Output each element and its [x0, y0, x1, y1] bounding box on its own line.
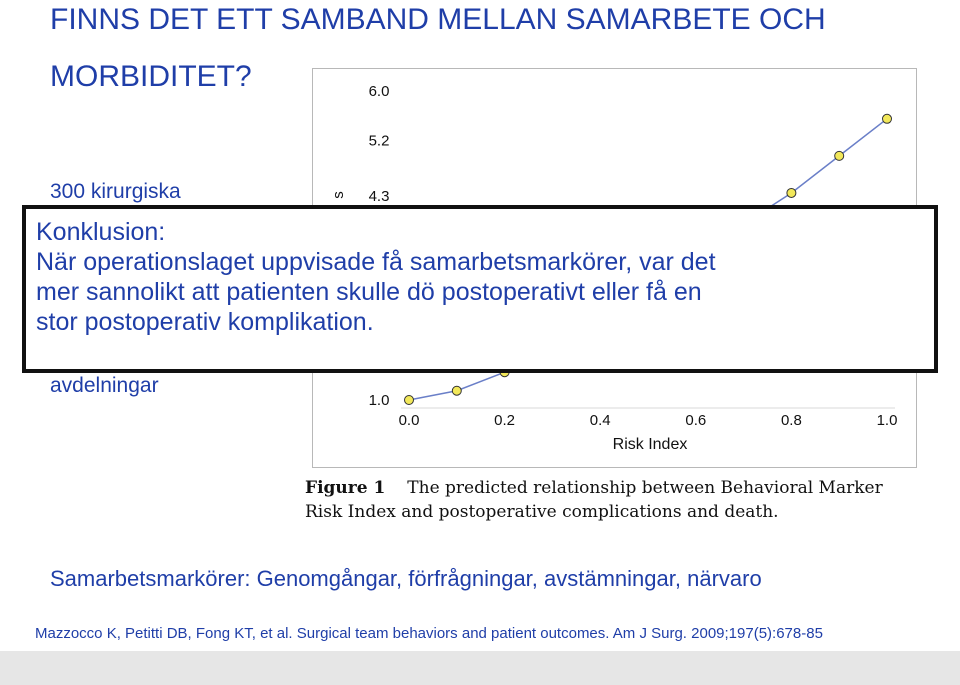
caption-line2: Risk Index and postoperative complications and death. — [305, 502, 779, 522]
caption-line1: The predicted relationship between Behavioral Marker — [407, 478, 883, 498]
x-axis-label: Risk Index — [612, 436, 688, 453]
conclusion-line: mer sannolikt att patienten skulle dö postoperativt eller få en — [36, 278, 702, 306]
x-tick-label: 0.8 — [780, 412, 802, 429]
conclusion-line: När operationslaget uppvisade få samarbetsmarkörer, var det — [36, 248, 716, 276]
bullet-text-bottom: avdelningar — [50, 374, 159, 397]
citation-text: Mazzocco K, Petitti DB, Fong KT, et al. Surgical team behaviors and patient outcomes. Am J Surg. 2009;197(5):678-85 — [35, 625, 823, 642]
footer-bar — [0, 651, 960, 685]
slide-title-line1: FINNS DET ETT SAMBAND MELLAN SAMARBETE OCH — [50, 3, 826, 36]
bullet-text-top: 300 kirurgiska — [50, 180, 181, 203]
x-tick-label: 0.2 — [494, 412, 516, 429]
slide-title-line2: MORBIDITET? — [50, 60, 252, 93]
conclusion-line: Konklusion: — [36, 218, 166, 246]
y-axis-label: s — [330, 191, 347, 199]
y-tick-label: 1.0 — [368, 392, 390, 409]
conclusion-box — [22, 205, 938, 373]
x-tick-label: 0.4 — [589, 412, 611, 429]
data-point — [883, 114, 892, 123]
figure-caption — [305, 476, 883, 524]
y-tick-label: 5.2 — [368, 132, 390, 150]
conclusion-line: stor postoperativ komplikation. — [36, 308, 374, 336]
x-tick-label: 0.6 — [685, 412, 707, 429]
data-point — [787, 188, 796, 197]
data-point — [405, 396, 414, 405]
figure-label: Figure 1 — [305, 478, 386, 498]
y-tick-label: 4.3 — [368, 188, 390, 206]
data-point — [452, 386, 461, 395]
data-point — [835, 151, 844, 160]
x-tick-label: 1.0 — [876, 412, 898, 429]
x-tick-label: 0.0 — [398, 412, 420, 429]
markers-text: Samarbetsmarkörer: Genomgångar, förfrågningar, avstämningar, närvaro — [50, 566, 762, 591]
y-tick-label: 6.0 — [368, 83, 390, 100]
